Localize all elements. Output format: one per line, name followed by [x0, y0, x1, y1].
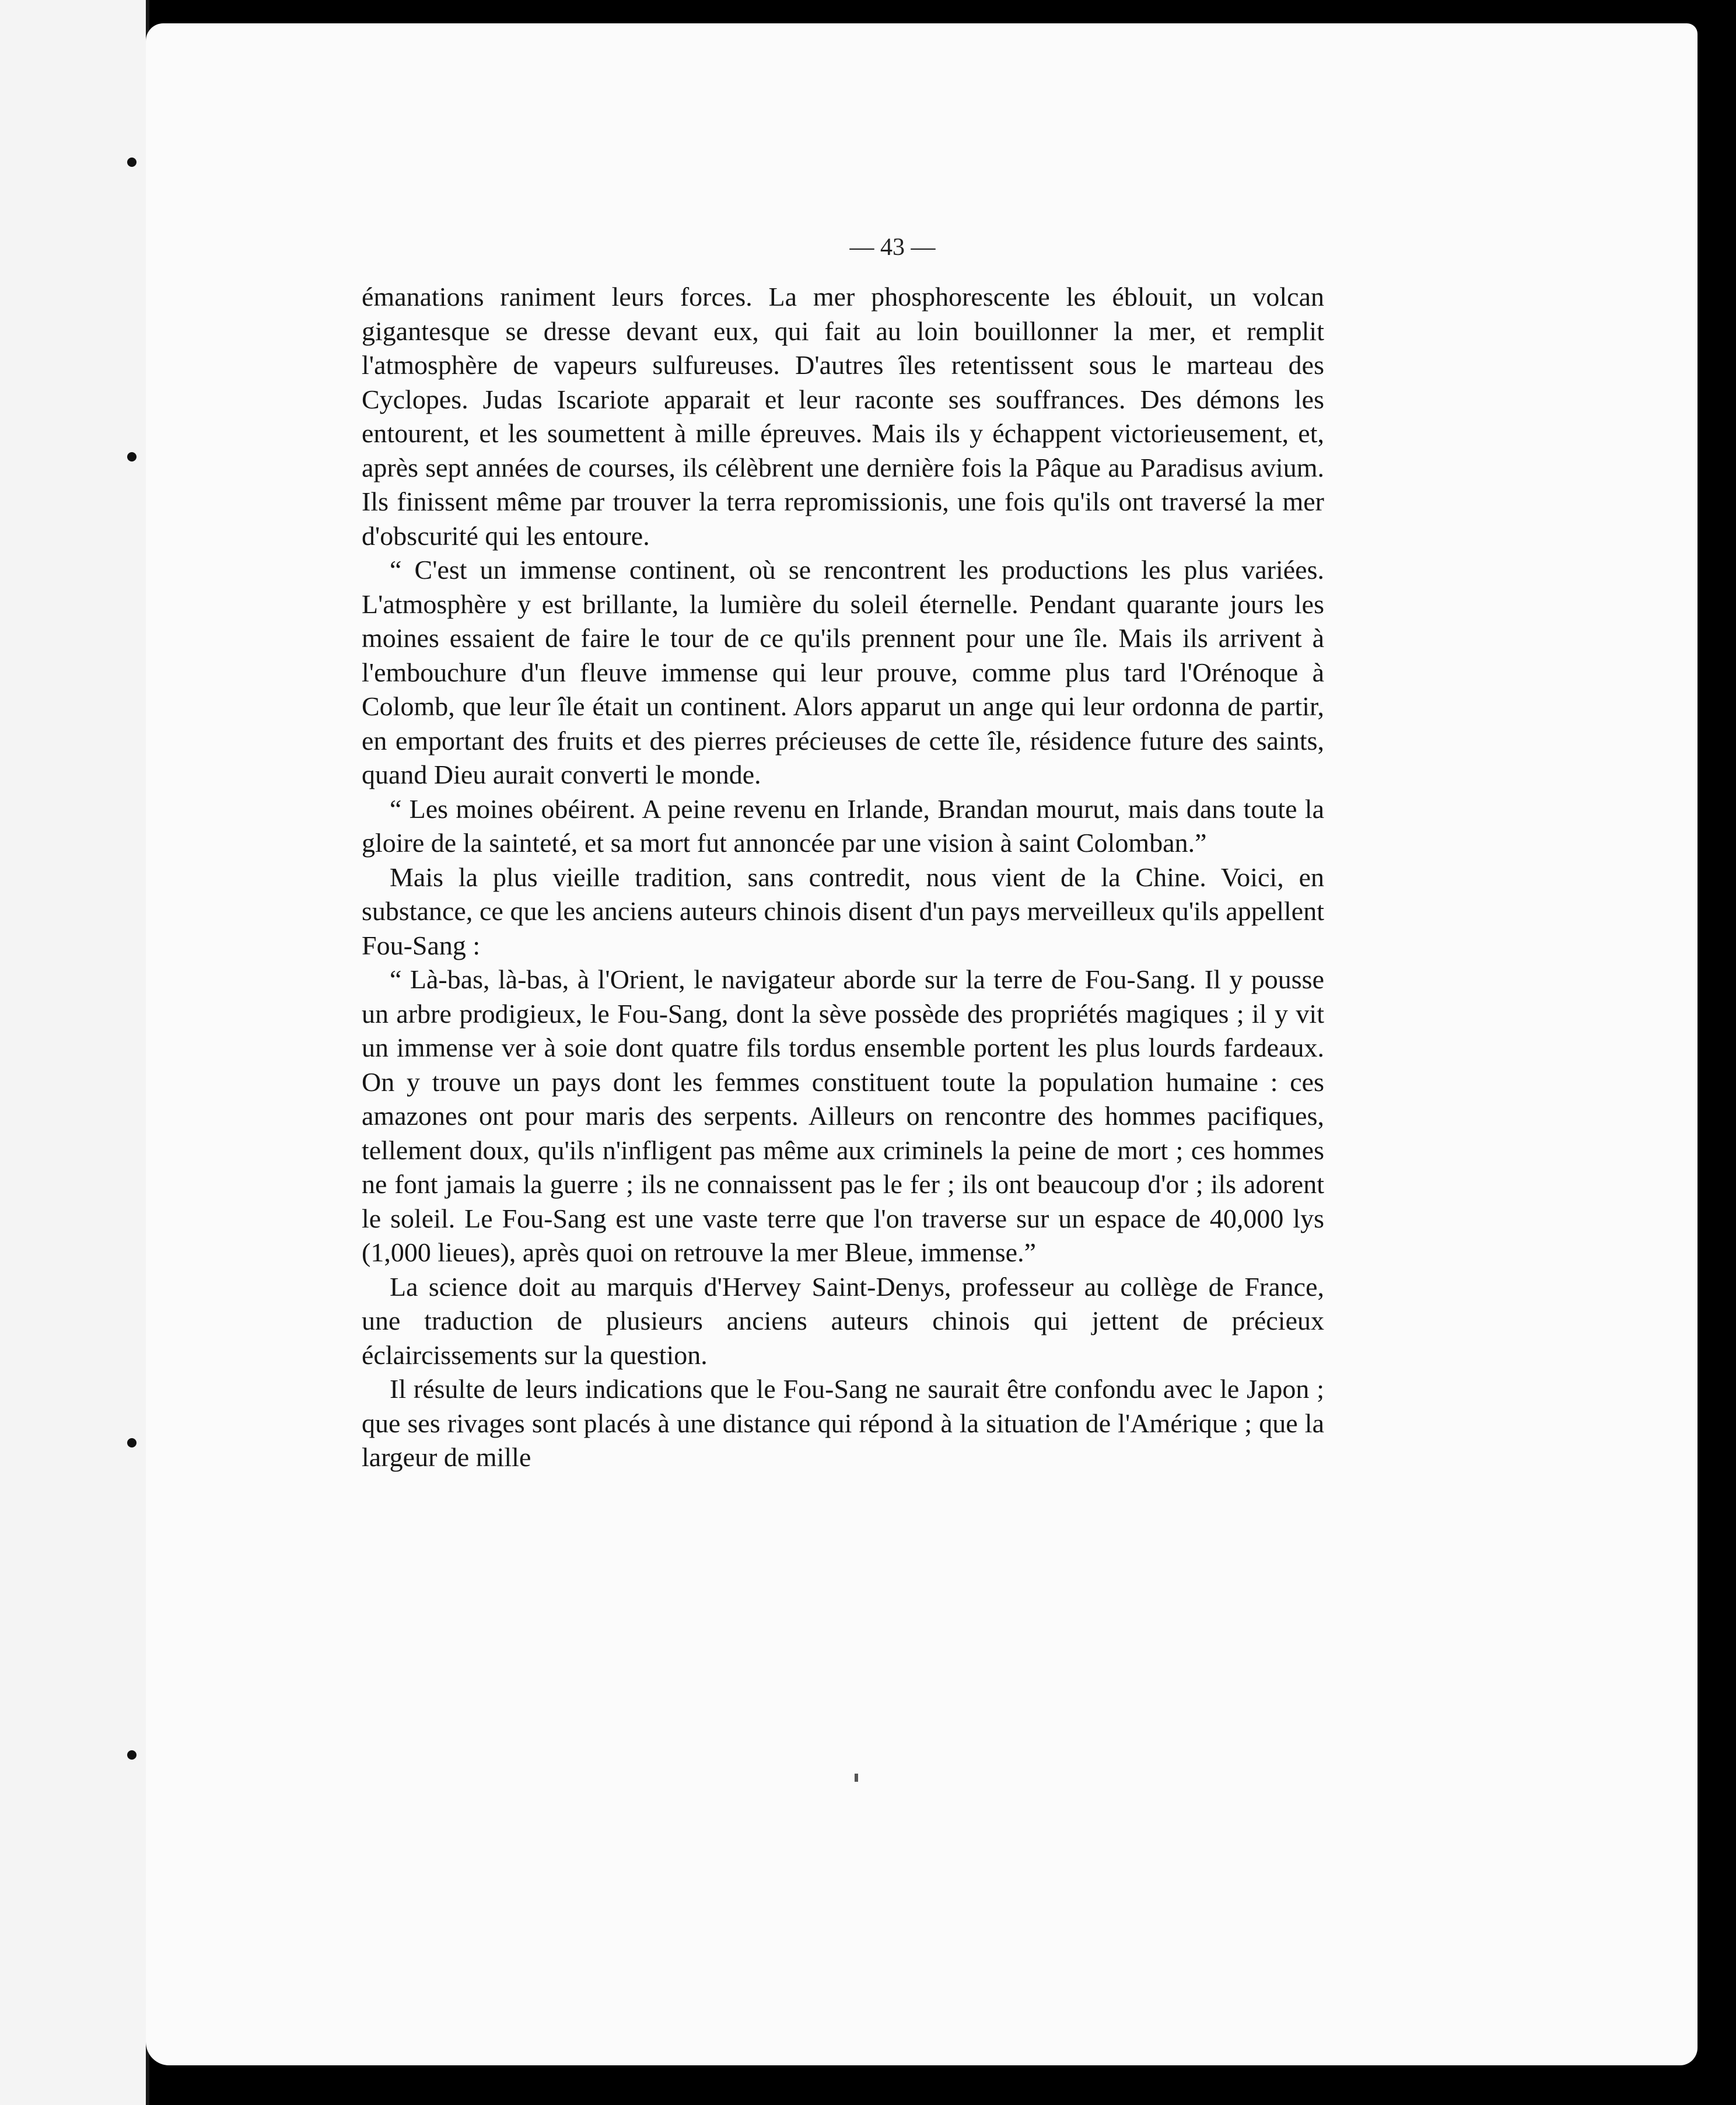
left-page-edge [0, 0, 149, 2105]
paragraph: Mais la plus vieille tradition, sans contredit, nous vient de la Chine. Voici, en substance, ce que les anciens auteurs chinois disent d'un pays merveilleux qu'ils appellent Fou-Sang : [362, 862, 1324, 960]
binding-mark [127, 1750, 136, 1760]
ink-speck [855, 1774, 858, 1782]
binding-mark [127, 158, 136, 167]
paragraph: “ Les moines obéirent. A peine revenu en Irlande, Brandan mourut, mais dans toute la gloire de la sainteté, et sa mort fut annoncée par une vision à saint Colomban.” [362, 793, 1324, 858]
paragraph: Il résulte de leurs indications que le Fou-Sang ne saurait être confondu avec le Japon ; que ses rivages sont placés à une distance qui répond à la situation de l'Amérique ; que la largeur de mille [362, 1374, 1324, 1472]
paragraph: La science doit au marquis d'Hervey Saint-Denys, professeur au collège de France, une traduction de plusieurs anciens auteurs chinois qui jettent de précieux éclaircissements sur la question. [362, 1271, 1324, 1370]
page-number: — 43 — [849, 234, 936, 261]
paragraph: émanations raniment leurs forces. La mer phosphorescente les éblouit, un volcan gigantesque se dresse devant eux, qui fait au loin bouillonner la mer, et remplit l'atmosphère de vapeurs sulfureuses. D'autres îles retentissent sous le marteau des Cyclopes. Judas Iscariote apparait et leur raconte ses souffrances. Des démons les entourent, et les soumettent à mille épreuves. Mais ils y échappent victorieusement, et, après sept années de courses, ils célèbrent une dernière fois la Pâque au Paradisus avium. Ils finissent même par trouver la terra repromissionis, une fois qu'ils ont traversé la mer d'obscurité qui les entoure. [362, 282, 1324, 551]
paragraph: “ Là-bas, là-bas, à l'Orient, le navigateur aborde sur la terre de Fou-Sang. Il y pousse un arbre prodigieux, le Fou-Sang, dont la sève possède des propriétés magiques ; il y vit un immense ver à soie dont quatre fils tordus ensemble portent les plus lourds fardeaux. On y trouve un pays dont les femmes constituent toute la population humaine : ces amazones ont pour maris des serpents. Ailleurs on rencontre des hommes pacifiques, tellement doux, qu'ils n'infligent pas même aux criminels la peine de mort ; ces hommes ne font jamais la guerre ; ils ne connaissent pas le fer ; ils ont beaucoup d'or ; ils adorent le soleil. Le Fou-Sang est une vaste terre que l'on traverse sur un espace de 40,000 lys (1,000 lieues), après quoi on retrouve la mer Bleue, immense.” [362, 964, 1324, 1267]
binding-mark [127, 452, 136, 461]
right-page [146, 23, 1698, 2065]
binding-mark [127, 1438, 136, 1447]
paragraph: “ C'est un immense continent, où se rencontrent les productions les plus variées. L'atmosphère y est brillante, la lumière du soleil éternelle. Pendant quarante jours les moines essaient de faire le tour de ce qu'ils prennent pour une île. Mais ils arrivent à l'embouchure d'un fleuve immense qui leur prouve, comme plus tard l'Orénoque à Colomb, que leur île était un continent. Alors apparut un ange qui leur ordonna de partir, en emportant des fruits et des pierres précieuses de cette île, résidence future des saints, quand Dieu aurait converti le monde. [362, 555, 1324, 789]
body-text [362, 280, 1324, 1475]
